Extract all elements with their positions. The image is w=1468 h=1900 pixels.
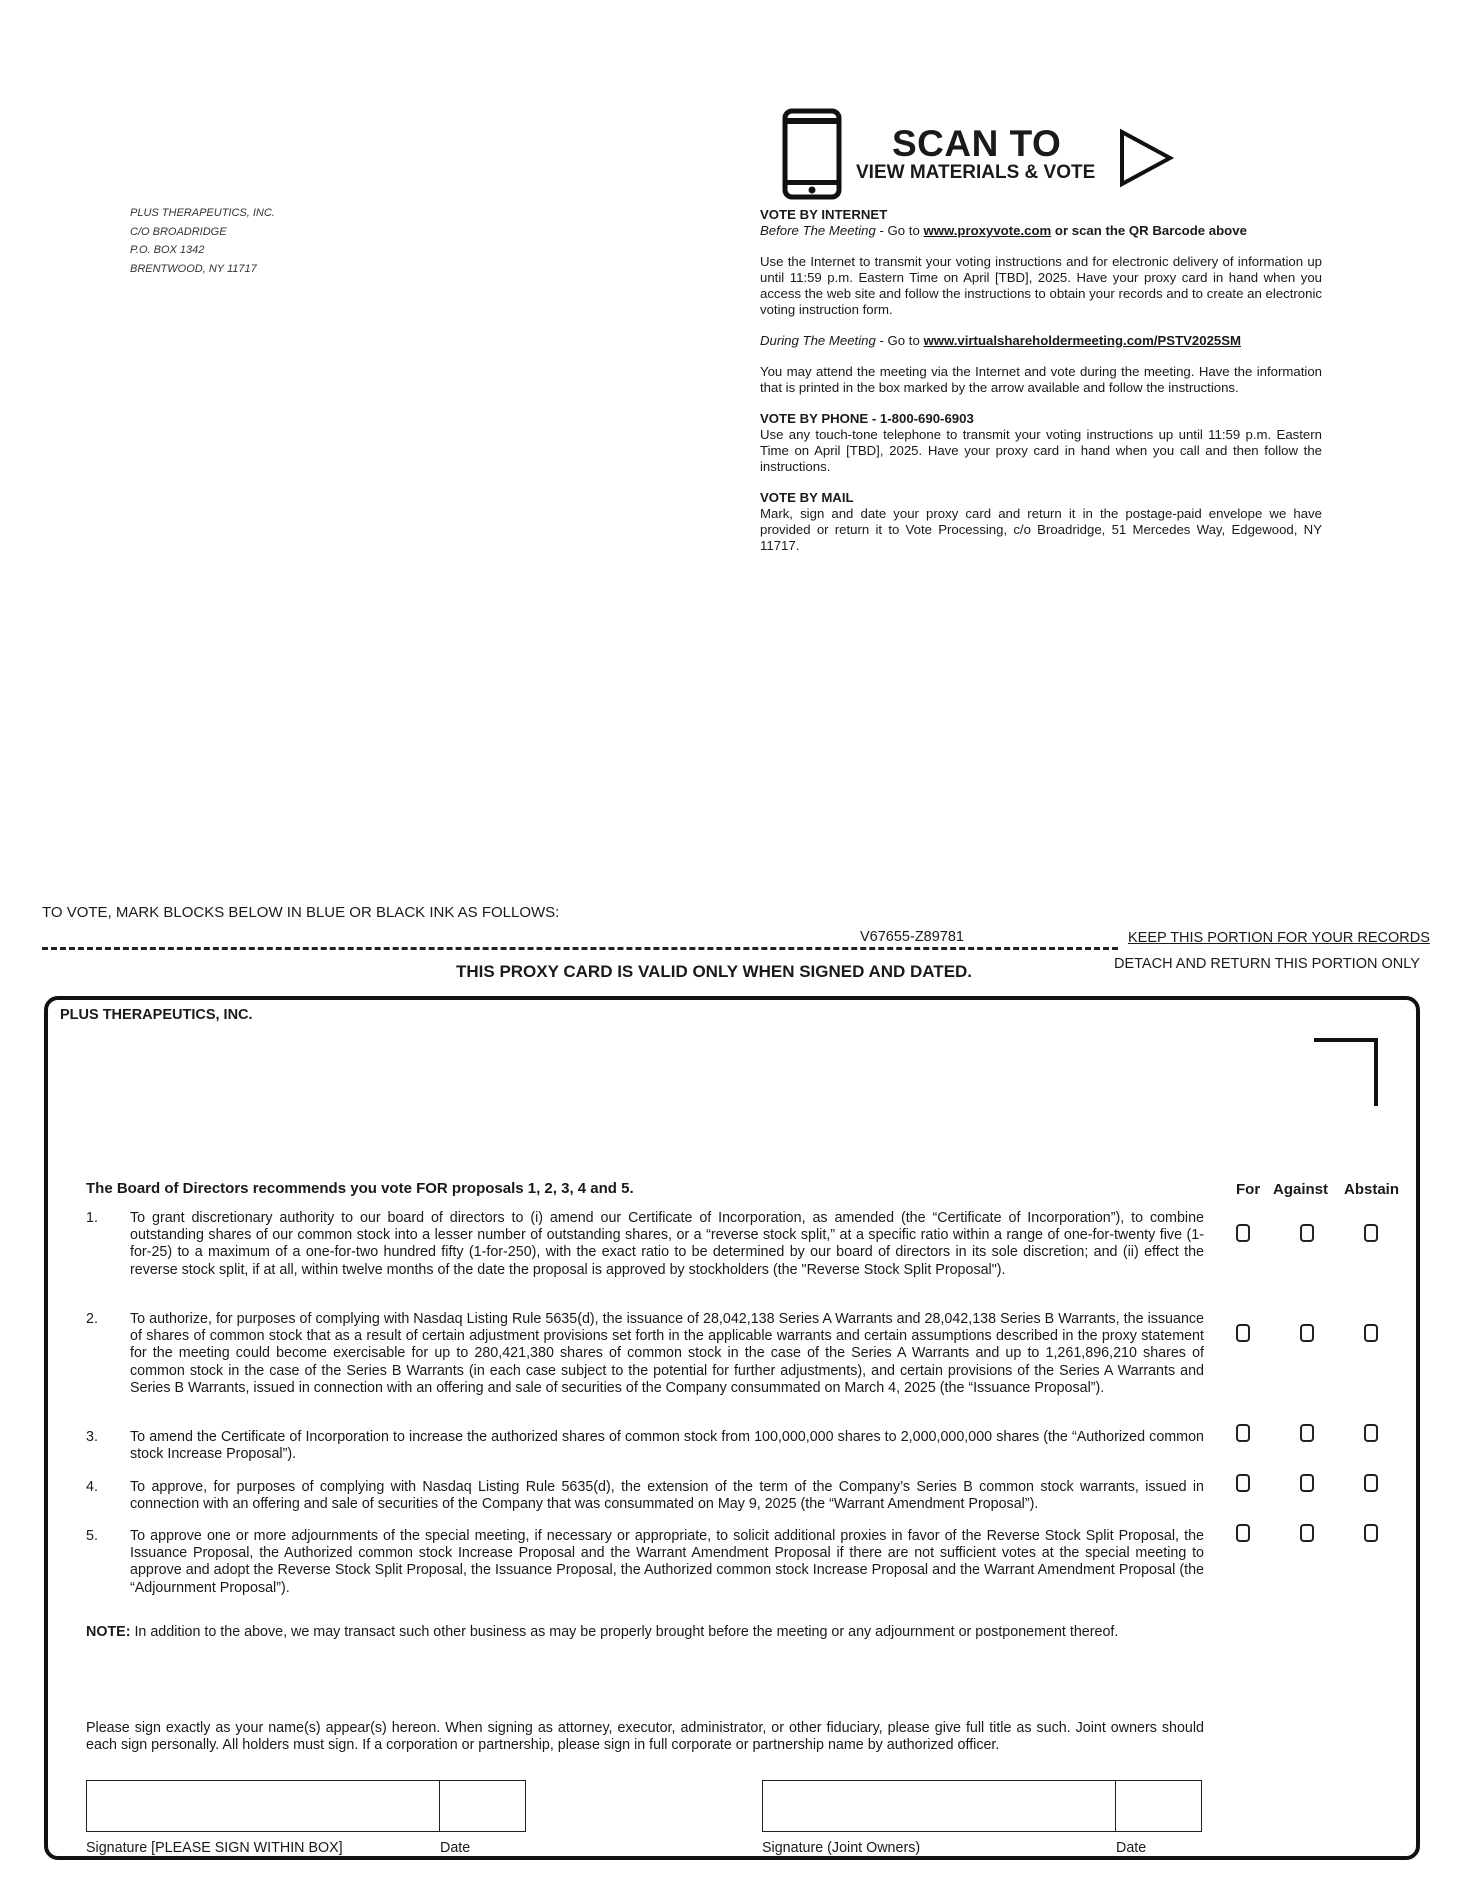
vote-phone-body: Use any touch-tone telephone to transmit your voting instructions up until 11:59 p.m. Eastern Time on April [TBD], 2025. Have your proxy card in hand when you call and then follow the instructions. <box>760 427 1322 474</box>
proposal-3-against-checkbox[interactable] <box>1300 1424 1314 1442</box>
proposal-1-against-checkbox[interactable] <box>1300 1224 1314 1242</box>
proposal-5 <box>86 1528 1204 1597</box>
address-line: BRENTWOOD, NY 11717 <box>130 262 257 275</box>
virtual-meeting-link[interactable]: www.virtualshareholdermeeting.com/PSTV2025SM <box>923 333 1242 348</box>
address-line: P.O. BOX 1342 <box>130 244 205 256</box>
column-header-for: For <box>1236 1181 1261 1198</box>
proposal-1-abstain-checkbox[interactable] <box>1364 1224 1378 1242</box>
proposal-4-for-checkbox[interactable] <box>1236 1474 1250 1492</box>
vote-internet-heading: VOTE BY INTERNET <box>760 207 888 222</box>
detach-return-text: DETACH AND RETURN THIS PORTION ONLY <box>1114 956 1420 972</box>
scan-title: SCAN TO <box>892 123 1062 164</box>
proposal-text: To approve, for purposes of complying with Nasdaq Listing Rule 5635(d), the extension of the term of the Company’s Series B common stock warrants, issued in connection with an offering and sale of securities of the Company that was consummated on May 9, 2025 (the “Warrant Amendment Proposal”). <box>130 1479 1204 1513</box>
during-meeting-label: During The Meeting <box>760 333 876 348</box>
proposal-1-for-checkbox[interactable] <box>1236 1224 1250 1242</box>
joint-signature-label: Signature (Joint Owners) <box>762 1840 921 1856</box>
before-meeting-label: Before The Meeting <box>760 223 876 238</box>
play-arrow-icon <box>1118 128 1174 193</box>
during-meeting-line <box>760 333 1322 349</box>
joint-signature-box[interactable] <box>762 1780 1116 1832</box>
smartphone-icon <box>782 108 842 205</box>
proposal-text: To authorize, for purposes of complying with Nasdaq Listing Rule 5635(d), the issuance of 28,042,138 Series A Warrants and 28,042,138 Series B Warrants, the issuance of shares of common stock that as a result of certain adjustment provisions set forth in the applicable warrants and certain assumptions described in the proxy statement for the meeting could become exercisable for up to 280,421,380 shares of common stock in the case of the Series A Warrants and up to 1,261,896,210 shares of common stock in the case of the Series B Warrants (in each case subject to the potential for further adjustments), and certain provisions of the Series A Warrants and Series B Warrants, issued in connection with an offering and sale of securities of the Company consummated on March 4, 2025 (the “Issuance Proposal”). <box>130 1311 1204 1396</box>
proposal-2-for-checkbox[interactable] <box>1236 1324 1250 1342</box>
detach-dashed-line <box>42 947 1118 950</box>
proposal-1 <box>86 1210 1204 1279</box>
note-label: NOTE: <box>86 1624 131 1640</box>
proposal-3-abstain-checkbox[interactable] <box>1364 1424 1378 1442</box>
goto-text: - Go to <box>875 333 924 348</box>
address-line: C/O BROADRIDGE <box>130 225 227 238</box>
proposal-text: To approve one or more adjournments of the special meeting, if necessary or appropriate, to solicit additional proxies in favor of the Reverse Stock Split Proposal, the Issuance Proposal, the Authorized common stock Increase Proposal and the Warrant Amendment Proposal if there are not sufficient votes at the special meeting to approve and adopt the Reverse Stock Split Proposal, the Issuance Proposal, the Authorized common stock Increase Proposal and the Warrant Amendment Proposal (the “Adjournment Proposal”). <box>130 1528 1204 1596</box>
proxyvote-link[interactable]: www.proxyvote.com <box>923 223 1052 238</box>
note-body: In addition to the above, we may transact such other business as may be properly brought before the meeting or any adjournment or postponement thereof. <box>130 1624 1119 1640</box>
date-label: Date <box>440 1840 471 1856</box>
proposal-5-against-checkbox[interactable] <box>1300 1524 1314 1542</box>
during-meeting-body: You may attend the meeting via the Internet and vote during the meeting. Have the information that is printed in the box marked by the arrow available and follow the instructions. <box>760 364 1322 395</box>
to-vote-instruction: TO VOTE, MARK BLOCKS BELOW IN BLUE OR BLACK INK AS FOLLOWS: <box>42 904 560 921</box>
proposal-text: To grant discretionary authority to our board of directors to (i) amend our Certificate of Incorporation, as amended (the “Certificate of Incorporation”), to combine outstanding shares of our common stock into a lesser number of outstanding shares, or a “reverse stock split,” at a specific ratio within a range of one-for-twenty five (1-for-25) to a maximum of a one-for-two hundred fifty (1-for-250), with the exact ratio to be determined by our board of directors in its sole discretion; and (ii) effect the reverse stock split, if at all, within twelve months of the date the proposal is approved by stockholders (the "Reverse Stock Split Proposal"). <box>130 1210 1204 1278</box>
proposal-2-abstain-checkbox[interactable] <box>1364 1324 1378 1342</box>
goto-text: - Go to <box>875 223 924 238</box>
proposal-number: 2. <box>86 1311 98 1327</box>
vote-mail-body: Mark, sign and date your proxy card and return it in the postage-paid envelope we have provided or return it to Vote Processing, c/o Broadridge, 51 Mercedes Way, Edgewood, NY 11717. <box>760 506 1322 553</box>
vote-mail-heading: VOTE BY MAIL <box>760 490 854 505</box>
proposal-4-abstain-checkbox[interactable] <box>1364 1474 1378 1492</box>
before-meeting-line <box>760 223 1322 239</box>
keep-portion-text: KEEP THIS PORTION FOR YOUR RECORDS <box>1128 930 1430 946</box>
joint-date-label: Date <box>1116 1840 1147 1856</box>
note-text <box>86 1624 1204 1641</box>
signature-date-box[interactable] <box>439 1780 526 1832</box>
board-recommendation: The Board of Directors recommends you vote FOR proposals 1, 2, 3, 4 and 5. <box>86 1180 634 1197</box>
column-header-abstain: Abstain <box>1344 1181 1400 1198</box>
proposal-3 <box>86 1429 1204 1463</box>
proposal-2 <box>86 1311 1204 1397</box>
proposal-5-for-checkbox[interactable] <box>1236 1524 1250 1542</box>
proposal-2-against-checkbox[interactable] <box>1300 1324 1314 1342</box>
address-line: PLUS THERAPEUTICS, INC. <box>130 207 275 219</box>
proposal-number: 1. <box>86 1210 98 1226</box>
column-header-against: Against <box>1273 1181 1329 1198</box>
proposal-text: To amend the Certificate of Incorporation to increase the authorized shares of common stock from 100,000,000 shares to 2,000,000,000 shares (the “Authorized common stock Increase Proposal”). <box>130 1429 1204 1463</box>
signature-label: Signature [PLEASE SIGN WITHIN BOX] <box>86 1840 343 1856</box>
signature-box[interactable] <box>86 1780 440 1832</box>
proposal-5-abstain-checkbox[interactable] <box>1364 1524 1378 1542</box>
proposal-number: 4. <box>86 1479 98 1495</box>
proposal-number: 5. <box>86 1528 98 1544</box>
corner-registration-mark <box>1314 1038 1378 1106</box>
voting-instructions <box>760 207 1322 554</box>
qr-text: or scan the QR Barcode above <box>1051 223 1247 238</box>
company-name: PLUS THERAPEUTICS, INC. <box>60 1007 253 1023</box>
return-address <box>130 204 275 278</box>
joint-signature-date-box[interactable] <box>1115 1780 1202 1832</box>
control-code: V67655-Z89781 <box>856 929 968 945</box>
valid-notice: THIS PROXY CARD IS VALID ONLY WHEN SIGNED AND DATED. <box>456 962 973 981</box>
proposal-4 <box>86 1479 1204 1513</box>
signing-instructions: Please sign exactly as your name(s) appear(s) hereon. When signing as attorney, executor, administrator, or other fiduciary, please give full title as such. Joint owners should each sign personally. All holders must sign. If a corporation or partnership, please sign in full corporate or partnership name by authorized officer. <box>86 1720 1204 1754</box>
proposal-4-against-checkbox[interactable] <box>1300 1474 1314 1492</box>
scan-subtitle: VIEW MATERIALS & VOTE <box>856 162 1096 183</box>
proposal-3-for-checkbox[interactable] <box>1236 1424 1250 1442</box>
vote-phone-heading: VOTE BY PHONE - 1-800-690-6903 <box>760 411 974 426</box>
proposal-number: 3. <box>86 1429 98 1445</box>
before-meeting-body: Use the Internet to transmit your voting instructions and for electronic delivery of information up until 11:59 p.m. Eastern Time on April [TBD], 2025. Have your proxy card in hand when you access the web site and follow the instructions to obtain your records and to create an electronic voting instruction form. <box>760 254 1322 317</box>
